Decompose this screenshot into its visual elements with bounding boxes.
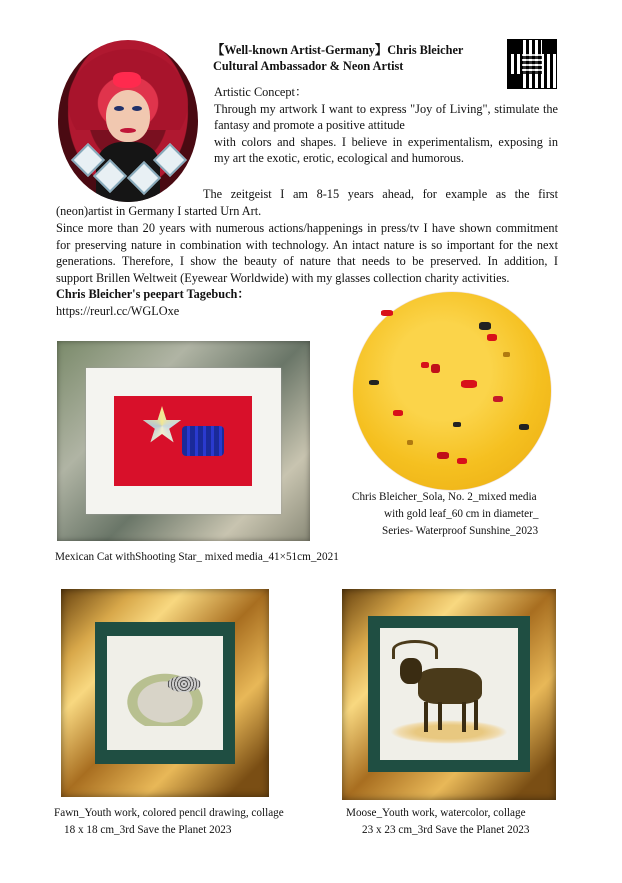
- moose-leg: [438, 702, 442, 730]
- caption-line: Series- Waterproof Sunshine_2023: [382, 525, 539, 537]
- moose-leg: [462, 702, 466, 732]
- page-title: [212, 42, 502, 74]
- zeitgeist-line-2: (neon)artist in Germany I started Urn Art.: [56, 204, 262, 218]
- title-line-1: 【Well-known Artist-Germany】Chris Bleicher: [212, 43, 464, 57]
- artwork-mexican-cat-image: [57, 341, 310, 541]
- moose-body: [418, 668, 482, 704]
- artist-portrait-image: [58, 40, 198, 202]
- portrait-hair-bow: [113, 72, 141, 88]
- concept-line: my art the exotic, erotic, ecological and humorous.: [214, 151, 464, 165]
- artwork-sola-image: [353, 292, 551, 490]
- shooting-star: [142, 406, 182, 446]
- moose-leg: [474, 700, 478, 730]
- artwork-mat: [95, 622, 235, 764]
- paragraph-line: support Brillen Weltweit (Eyewear Worldwide) with my glasses collection charity activities.: [56, 270, 510, 285]
- blog-url-link[interactable]: https://reurl.cc/WGLOxe: [56, 303, 180, 318]
- artwork-caption-fawn: [54, 805, 284, 839]
- caption-line: 23 x 23 cm_3rd Save the Planet 2023: [362, 824, 530, 836]
- moose-leg: [424, 702, 428, 732]
- moose-head: [400, 658, 422, 684]
- artwork-painting: [380, 628, 518, 760]
- zeitgeist-line-1: The zeitgeist I am 8-15 years ahead, for example as the first: [203, 187, 558, 201]
- fawn-figure: [117, 666, 213, 726]
- cat-figure: [182, 426, 224, 456]
- caption-line: with gold leaf_60 cm in diameter_: [384, 508, 539, 520]
- artwork-caption: Mexican Cat withShooting Star_ mixed media_41×51cm_2021: [55, 551, 339, 563]
- artwork-canvas: [114, 396, 252, 486]
- ground-wash: [390, 720, 508, 744]
- artistic-concept: [214, 84, 558, 167]
- caption-line: Moose_Youth work, watercolor, collage: [346, 807, 526, 819]
- paragraph-line: generations. Therefore, I show the beauty of nature that needs to be preserved. In addition, I: [56, 254, 558, 268]
- blog-label: Chris Bleicher's peepart Tagebuch：: [56, 287, 250, 301]
- artwork-fawn-image: [61, 589, 269, 797]
- title-line-2: Cultural Ambassador & Neon Artist: [213, 59, 404, 73]
- concept-line: Through my artwork I want to express "Joy of Living", stimulate the: [214, 101, 558, 116]
- artwork-drawing: [107, 636, 223, 750]
- portrait-lips: [120, 128, 136, 133]
- portrait-face: [106, 90, 150, 142]
- moose-antlers: [392, 640, 438, 659]
- qr-code-image[interactable]: [508, 40, 556, 88]
- paragraph-line: for preserving nature in combination with technology. An intact nature is so important for the next: [56, 237, 558, 252]
- artwork-mat: [368, 616, 530, 772]
- portrait-eye: [132, 106, 142, 111]
- artwork-moose-image: [342, 589, 556, 800]
- caption-line: Chris Bleicher_Sola, No. 2_mixed media: [352, 491, 537, 503]
- concept-heading: Artistic Concept：: [214, 85, 308, 99]
- portrait-eye: [114, 106, 124, 111]
- concept-line: with colors and shapes. I believe in experimentalism, exposing in: [214, 134, 558, 149]
- concept-line: fantasy and promote a positive attitude: [214, 118, 405, 132]
- artwork-caption-moose: [346, 805, 529, 839]
- artwork-mat: [86, 368, 281, 514]
- paragraph-line: Since more than 20 years with numerous actions/happenings in press/tv I have shown commitment: [56, 221, 558, 235]
- fawn-spots: [167, 676, 201, 692]
- artwork-caption-sola: [352, 489, 552, 540]
- caption-line: Fawn_Youth work, colored pencil drawing, collage: [54, 807, 284, 819]
- caption-line: 18 x 18 cm_3rd Save the Planet 2023: [64, 824, 232, 836]
